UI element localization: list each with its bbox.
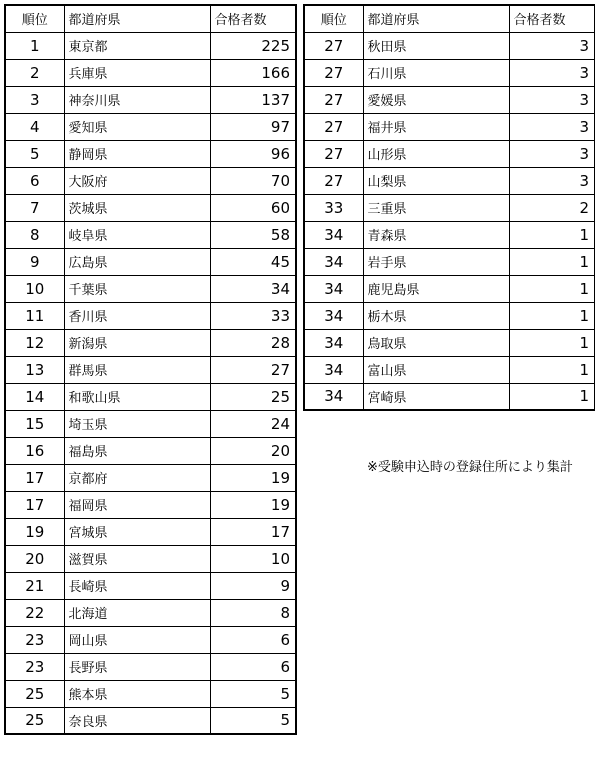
count-cell: 1 — [509, 302, 595, 329]
table-row — [5, 680, 296, 707]
prefecture-cell: 宮崎県 — [363, 383, 509, 410]
prefecture-cell: 岐阜県 — [64, 221, 210, 248]
count-cell: 3 — [509, 113, 595, 140]
prefecture-cell: 愛知県 — [64, 113, 210, 140]
prefecture-cell: 秋田県 — [363, 32, 509, 59]
rank-cell: 27 — [304, 59, 363, 86]
rank-cell: 12 — [5, 329, 64, 356]
rank-cell: 27 — [304, 32, 363, 59]
count-cell: 10 — [210, 545, 296, 572]
prefecture-cell: 福島県 — [64, 437, 210, 464]
rank-cell: 23 — [5, 626, 64, 653]
rank-cell: 8 — [5, 221, 64, 248]
rank-cell: 20 — [5, 545, 64, 572]
prefecture-header: 都道府県 — [363, 5, 509, 32]
prefecture-cell: 山梨県 — [363, 167, 509, 194]
count-cell: 97 — [210, 113, 296, 140]
table-row — [5, 302, 296, 329]
table-row — [5, 437, 296, 464]
table-row — [304, 356, 595, 383]
rank-cell: 17 — [5, 464, 64, 491]
rank-header: 順位 — [304, 5, 363, 32]
rank-cell: 34 — [304, 302, 363, 329]
rank-cell: 1 — [5, 32, 64, 59]
count-cell: 45 — [210, 248, 296, 275]
rank-cell: 34 — [304, 356, 363, 383]
rank-cell: 16 — [5, 437, 64, 464]
prefecture-cell: 熊本県 — [64, 680, 210, 707]
prefecture-cell: 奈良県 — [64, 707, 210, 734]
prefecture-cell: 北海道 — [64, 599, 210, 626]
prefecture-cell: 岡山県 — [64, 626, 210, 653]
count-cell: 20 — [210, 437, 296, 464]
prefecture-cell: 和歌山県 — [64, 383, 210, 410]
table-row — [5, 221, 296, 248]
count-cell: 96 — [210, 140, 296, 167]
prefecture-cell: 東京都 — [64, 32, 210, 59]
table-row — [5, 140, 296, 167]
count-cell: 3 — [509, 86, 595, 113]
count-cell: 34 — [210, 275, 296, 302]
count-cell: 5 — [210, 680, 296, 707]
table-row — [5, 86, 296, 113]
table-row — [5, 653, 296, 680]
count-cell: 6 — [210, 653, 296, 680]
rank-cell: 14 — [5, 383, 64, 410]
table-row — [5, 707, 296, 734]
table-row — [304, 86, 595, 113]
rank-cell: 17 — [5, 491, 64, 518]
table-row — [304, 248, 595, 275]
prefecture-cell: 静岡県 — [64, 140, 210, 167]
count-cell: 225 — [210, 32, 296, 59]
prefecture-cell: 群馬県 — [64, 356, 210, 383]
rank-cell: 19 — [5, 518, 64, 545]
prefecture-cell: 富山県 — [363, 356, 509, 383]
prefecture-cell: 神奈川県 — [64, 86, 210, 113]
table-row — [5, 464, 296, 491]
count-cell: 1 — [509, 329, 595, 356]
rank-cell: 34 — [304, 275, 363, 302]
prefecture-cell: 新潟県 — [64, 329, 210, 356]
prefecture-cell: 福岡県 — [64, 491, 210, 518]
count-header: 合格者数 — [509, 5, 595, 32]
prefecture-cell: 滋賀県 — [64, 545, 210, 572]
table-row — [5, 518, 296, 545]
table-row — [5, 545, 296, 572]
count-cell: 19 — [210, 464, 296, 491]
table-row — [5, 194, 296, 221]
rank-cell: 25 — [5, 680, 64, 707]
table-row — [5, 356, 296, 383]
table-row — [304, 302, 595, 329]
table-row — [304, 32, 595, 59]
prefecture-cell: 鳥取県 — [363, 329, 509, 356]
rank-cell: 27 — [304, 167, 363, 194]
prefecture-cell: 宮城県 — [64, 518, 210, 545]
prefecture-cell: 栃木県 — [363, 302, 509, 329]
prefecture-cell: 広島県 — [64, 248, 210, 275]
count-cell: 1 — [509, 275, 595, 302]
rank-cell: 23 — [5, 653, 64, 680]
count-cell: 3 — [509, 59, 595, 86]
count-cell: 33 — [210, 302, 296, 329]
rank-cell: 27 — [304, 140, 363, 167]
count-cell: 28 — [210, 329, 296, 356]
count-cell: 1 — [509, 248, 595, 275]
table-row — [5, 59, 296, 86]
rank-cell: 25 — [5, 707, 64, 734]
count-cell: 9 — [210, 572, 296, 599]
rank-cell: 3 — [5, 86, 64, 113]
ranking-table-right — [303, 4, 595, 411]
prefecture-cell: 京都府 — [64, 464, 210, 491]
rank-cell: 4 — [5, 113, 64, 140]
prefecture-cell: 愛媛県 — [363, 86, 509, 113]
table-row — [304, 113, 595, 140]
rank-cell: 11 — [5, 302, 64, 329]
prefecture-cell: 青森県 — [363, 221, 509, 248]
prefecture-cell: 香川県 — [64, 302, 210, 329]
rank-cell: 5 — [5, 140, 64, 167]
rank-header: 順位 — [5, 5, 64, 32]
prefecture-cell: 長野県 — [64, 653, 210, 680]
ranking-table-left — [4, 4, 297, 735]
count-cell: 2 — [509, 194, 595, 221]
table-row — [304, 383, 595, 410]
rank-cell: 34 — [304, 221, 363, 248]
table-row — [5, 572, 296, 599]
count-cell: 3 — [509, 167, 595, 194]
rank-cell: 27 — [304, 86, 363, 113]
count-cell: 27 — [210, 356, 296, 383]
count-cell: 60 — [210, 194, 296, 221]
count-cell: 19 — [210, 491, 296, 518]
table-row — [5, 599, 296, 626]
rank-cell: 2 — [5, 59, 64, 86]
prefecture-cell: 山形県 — [363, 140, 509, 167]
aggregation-note: ※受験申込時の登録住所により集計 — [367, 460, 573, 475]
table-row — [5, 248, 296, 275]
count-cell: 70 — [210, 167, 296, 194]
prefecture-cell: 三重県 — [363, 194, 509, 221]
count-cell: 1 — [509, 356, 595, 383]
table-row — [304, 221, 595, 248]
rank-cell: 21 — [5, 572, 64, 599]
prefecture-cell: 福井県 — [363, 113, 509, 140]
count-cell: 1 — [509, 383, 595, 410]
header-row — [5, 5, 296, 32]
rank-cell: 22 — [5, 599, 64, 626]
rank-cell: 34 — [304, 329, 363, 356]
count-cell: 25 — [210, 383, 296, 410]
prefecture-cell: 千葉県 — [64, 275, 210, 302]
rank-cell: 10 — [5, 275, 64, 302]
count-cell: 8 — [210, 599, 296, 626]
prefecture-cell: 埼玉県 — [64, 410, 210, 437]
count-cell: 3 — [509, 140, 595, 167]
rank-cell: 15 — [5, 410, 64, 437]
prefecture-cell: 鹿児島県 — [363, 275, 509, 302]
table-row — [304, 140, 595, 167]
rank-cell: 13 — [5, 356, 64, 383]
table-row — [304, 167, 595, 194]
prefecture-header: 都道府県 — [64, 5, 210, 32]
rank-cell: 6 — [5, 167, 64, 194]
table-row — [5, 626, 296, 653]
table-row — [5, 383, 296, 410]
count-header: 合格者数 — [210, 5, 296, 32]
table-row — [5, 329, 296, 356]
table-row — [304, 59, 595, 86]
rank-cell: 9 — [5, 248, 64, 275]
table-row — [304, 275, 595, 302]
prefecture-cell: 長崎県 — [64, 572, 210, 599]
count-cell: 58 — [210, 221, 296, 248]
table-row — [5, 167, 296, 194]
prefecture-cell: 石川県 — [363, 59, 509, 86]
count-cell: 3 — [509, 32, 595, 59]
prefecture-cell: 岩手県 — [363, 248, 509, 275]
table-row — [5, 491, 296, 518]
count-cell: 24 — [210, 410, 296, 437]
prefecture-cell: 兵庫県 — [64, 59, 210, 86]
count-cell: 137 — [210, 86, 296, 113]
table-row — [304, 329, 595, 356]
table-row — [5, 410, 296, 437]
prefecture-cell: 茨城県 — [64, 194, 210, 221]
header-row — [304, 5, 595, 32]
rank-cell: 34 — [304, 383, 363, 410]
table-row — [5, 275, 296, 302]
table-row — [5, 113, 296, 140]
table-row — [5, 32, 296, 59]
rank-cell: 33 — [304, 194, 363, 221]
count-cell: 166 — [210, 59, 296, 86]
table-row — [304, 194, 595, 221]
rank-cell: 27 — [304, 113, 363, 140]
count-cell: 5 — [210, 707, 296, 734]
rank-cell: 7 — [5, 194, 64, 221]
count-cell: 17 — [210, 518, 296, 545]
count-cell: 1 — [509, 221, 595, 248]
prefecture-cell: 大阪府 — [64, 167, 210, 194]
rank-cell: 34 — [304, 248, 363, 275]
count-cell: 6 — [210, 626, 296, 653]
